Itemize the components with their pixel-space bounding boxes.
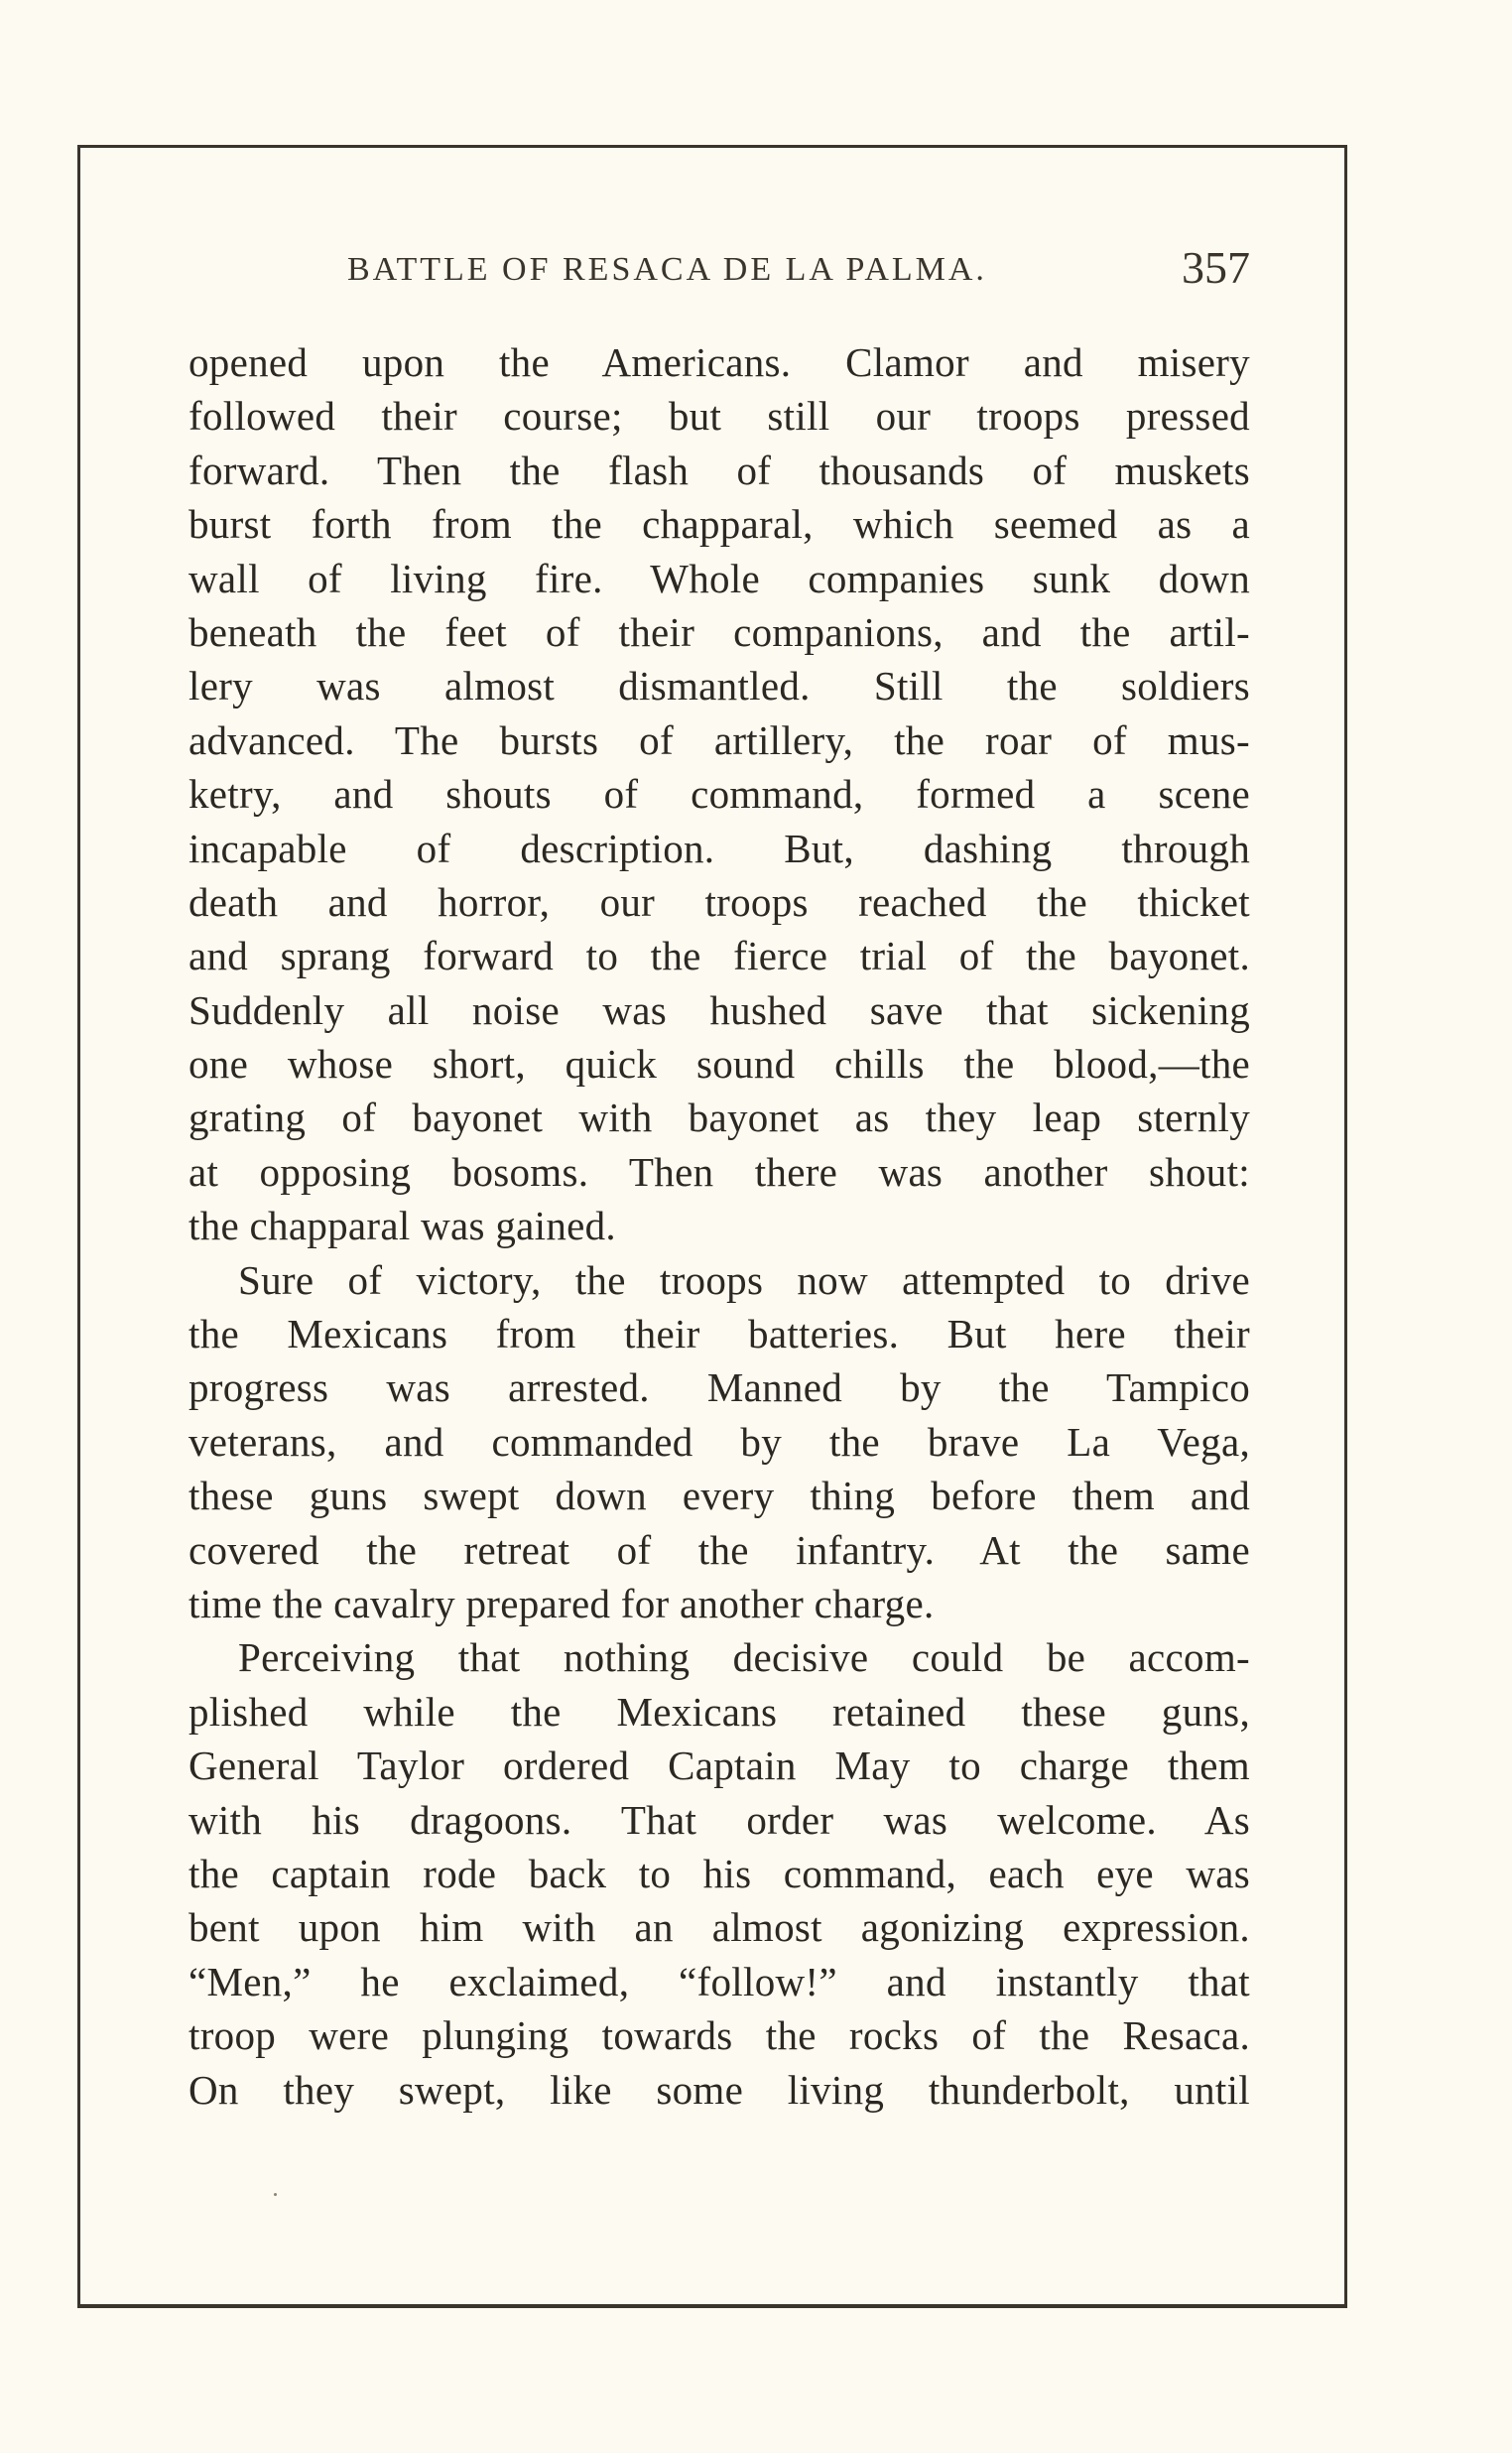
text-line: with his dragoons. That order was welcome. As	[189, 1796, 1250, 1843]
text-line: followed their course; but still our troops pressed	[189, 393, 1250, 440]
text-line: grating of bayonet with bayonet as they leap sternly	[189, 1095, 1250, 1141]
text-line-paragraph-end: time the cavalry prepared for another charge.	[189, 1580, 935, 1626]
text-line: incapable of description. But, dashing through	[189, 825, 1250, 871]
text-line: burst forth from the chapparal, which seemed as a	[189, 501, 1250, 548]
page-number: 357	[1182, 242, 1250, 293]
text-line: forward. Then the flash of thousands of muskets	[189, 447, 1250, 493]
text-line: lery was almost dismantled. Still the soldiers	[189, 663, 1250, 710]
text-line: veterans, and commanded by the brave La Vega,	[189, 1418, 1250, 1465]
text-line: progress was arrested. Manned by the Tampico	[189, 1364, 1250, 1411]
running-head	[189, 241, 1250, 301]
text-line: On they swept, like some living thunderbolt, until	[189, 2066, 1250, 2113]
body-text	[189, 335, 1250, 2117]
text-line-paragraph-start: Perceiving that nothing decisive could be accom-	[238, 1634, 1250, 1681]
text-line: plished while the Mexicans retained these guns,	[189, 1688, 1250, 1735]
text-line: “Men,” he exclaimed, “follow!” and instantly that	[189, 1958, 1250, 2004]
text-line: advanced. The bursts of artillery, the roar of mus-	[189, 716, 1250, 763]
text-line: wall of living fire. Whole companies sunk down	[189, 555, 1250, 601]
text-line: troop were plunging towards the rocks of the Resaca.	[189, 2012, 1250, 2059]
text-line: and sprang forward to the fierce trial of the bayonet.	[189, 933, 1250, 979]
text-line-paragraph-end: the chapparal was gained.	[189, 1203, 616, 1249]
text-line: the captain rode back to his command, each eye was	[189, 1850, 1250, 1896]
text-line: death and horror, our troops reached the thicket	[189, 878, 1250, 925]
text-line: the Mexicans from their batteries. But here their	[189, 1311, 1250, 1357]
text-line-paragraph-start: Sure of victory, the troops now attempted to drive	[238, 1256, 1250, 1303]
text-line: General Taylor ordered Captain May to charge them	[189, 1743, 1250, 1789]
chapter-title: BATTLE OF RESACA DE LA PALMA.	[347, 251, 987, 288]
text-line: ketry, and shouts of command, formed a scene	[189, 771, 1250, 818]
text-line: Suddenly all noise was hushed save that sickening	[189, 986, 1250, 1033]
text-line: these guns swept down every thing before them and	[189, 1473, 1250, 1519]
text-line: beneath the feet of their companions, and the artil-	[189, 608, 1250, 655]
text-line: covered the retreat of the infantry. At the same	[189, 1526, 1250, 1573]
text-line: one whose short, quick sound chills the blood,—the	[189, 1041, 1250, 1088]
text-line: at opposing bosoms. Then there was another shout:	[189, 1148, 1250, 1195]
text-line: bent upon him with an almost agonizing expression.	[189, 1904, 1250, 1951]
paper-speck	[274, 2193, 277, 2196]
text-line: opened upon the Americans. Clamor and misery	[189, 339, 1250, 385]
